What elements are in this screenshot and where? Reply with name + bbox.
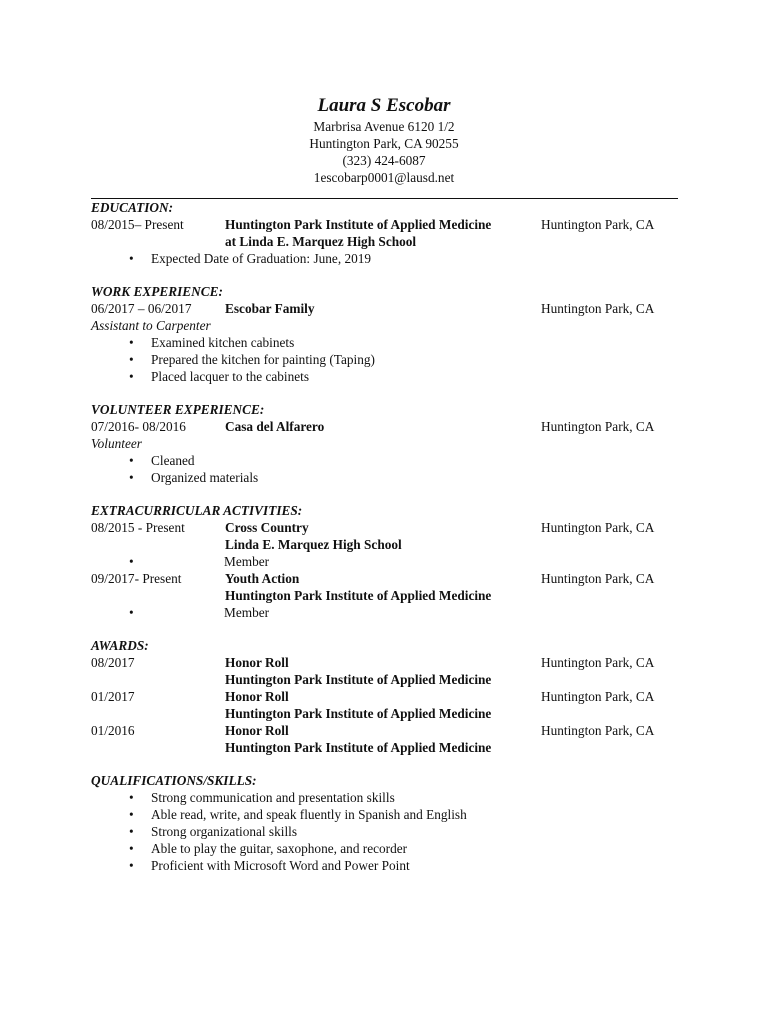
address-line-2: Huntington Park, CA 90255 [309, 136, 459, 151]
activity-org: Huntington Park Institute of Applied Medicine [225, 588, 492, 603]
education-entry-line2 [91, 233, 678, 250]
list-item [91, 840, 678, 857]
award-name: Honor Roll [225, 655, 289, 670]
award-location: Huntington Park, CA [541, 655, 655, 670]
work-entry [91, 300, 678, 317]
bullet-text: Member [224, 605, 270, 620]
volunteer-role: Volunteer [91, 436, 142, 451]
list-item [91, 452, 678, 469]
bullet-text: Strong organizational skills [151, 824, 298, 839]
phone-number: (323) 424-6087 [342, 153, 426, 168]
list-item [91, 368, 678, 385]
bullet-mark: • [129, 858, 134, 873]
activity-date: 08/2015 - Present [91, 520, 185, 535]
activity-name: Cross Country [225, 520, 309, 535]
awards-heading: AWARDS: [91, 638, 149, 653]
bullet-text: Examined kitchen cabinets [151, 335, 295, 350]
volunteer-location: Huntington Park, CA [541, 419, 655, 434]
bullet-text: Expected Date of Graduation: June, 2019 [151, 251, 372, 266]
education-entry [91, 216, 678, 233]
bullet-mark: • [129, 470, 134, 485]
list-item [91, 789, 678, 806]
list-item [91, 334, 678, 351]
work-role: Assistant to Carpenter [91, 318, 211, 333]
email-address: 1escobarp0001@lausd.net [313, 170, 455, 185]
bullet-text: Member [224, 554, 270, 569]
list-item [91, 553, 678, 570]
volunteer-entry [91, 418, 678, 435]
award-entry [91, 688, 678, 705]
education-location: Huntington Park, CA [541, 217, 655, 232]
activity-location: Huntington Park, CA [541, 520, 655, 535]
bullet-mark: • [129, 605, 134, 620]
bullet-text: Proficient with Microsoft Word and Power Point [151, 858, 410, 873]
activity-date: 09/2017- Present [91, 571, 182, 586]
award-location: Huntington Park, CA [541, 723, 655, 738]
candidate-name: Laura S Escobar [317, 95, 451, 116]
bullet-mark: • [129, 824, 134, 839]
award-org: Huntington Park Institute of Applied Medicine [225, 672, 492, 687]
work-date: 06/2017 – 06/2017 [91, 301, 192, 316]
activity-entry [91, 519, 678, 536]
bullet-mark: • [129, 352, 134, 367]
activity-entry-line2 [91, 587, 678, 604]
bullet-mark: • [129, 790, 134, 805]
activity-name: Youth Action [225, 571, 300, 586]
award-entry [91, 654, 678, 671]
bullet-text: Placed lacquer to the cabinets [151, 369, 310, 384]
bullet-text: Able read, write, and speak fluently in Spanish and English [151, 807, 467, 822]
bullet-mark: • [129, 369, 134, 384]
volunteer-experience-heading: VOLUNTEER EXPERIENCE: [91, 402, 265, 417]
award-entry-line2 [91, 671, 678, 688]
education-heading: EDUCATION: [91, 200, 174, 215]
resume-header [0, 94, 768, 186]
list-item [91, 857, 678, 874]
activity-location: Huntington Park, CA [541, 571, 655, 586]
bullet-text: Able to play the guitar, saxophone, and recorder [151, 841, 408, 856]
bullet-mark: • [129, 251, 134, 266]
award-name: Honor Roll [225, 723, 289, 738]
award-entry-line2 [91, 705, 678, 722]
list-item [91, 806, 678, 823]
education-school-line2: at Linda E. Marquez High School [225, 234, 417, 249]
skills-heading: QUALIFICATIONS/SKILLS: [91, 773, 257, 788]
volunteer-org: Casa del Alfarero [225, 419, 325, 434]
bullet-mark: • [129, 554, 134, 569]
education-date: 08/2015– Present [91, 217, 184, 232]
award-name: Honor Roll [225, 689, 289, 704]
bullet-text: Strong communication and presentation skills [151, 790, 395, 805]
list-item [91, 604, 678, 621]
bullet-text: Cleaned [151, 453, 195, 468]
list-item [91, 250, 678, 267]
award-entry-line2 [91, 739, 678, 756]
address-line-1: Marbrisa Avenue 6120 1/2 [313, 119, 455, 134]
bullet-text: Prepared the kitchen for painting (Taping) [151, 352, 375, 367]
bullet-mark: • [129, 807, 134, 822]
activity-entry [91, 570, 678, 587]
award-location: Huntington Park, CA [541, 689, 655, 704]
resume-body [91, 199, 678, 874]
award-date: 01/2016 [91, 723, 135, 738]
bullet-mark: • [129, 453, 134, 468]
bullet-mark: • [129, 335, 134, 350]
work-org: Escobar Family [225, 301, 315, 316]
award-date: 01/2017 [91, 689, 135, 704]
extracurricular-heading: EXTRACURRICULAR ACTIVITIES: [91, 503, 303, 518]
award-date: 08/2017 [91, 655, 135, 670]
award-entry [91, 722, 678, 739]
work-location: Huntington Park, CA [541, 301, 655, 316]
activity-entry-line2 [91, 536, 678, 553]
volunteer-date: 07/2016- 08/2016 [91, 419, 186, 434]
activity-org: Linda E. Marquez High School [225, 537, 402, 552]
list-item [91, 469, 678, 486]
award-org: Huntington Park Institute of Applied Medicine [225, 740, 492, 755]
work-experience-heading: WORK EXPERIENCE: [91, 284, 223, 299]
list-item [91, 823, 678, 840]
list-item [91, 351, 678, 368]
education-school: Huntington Park Institute of Applied Medicine [225, 217, 492, 232]
award-org: Huntington Park Institute of Applied Medicine [225, 706, 492, 721]
bullet-text: Organized materials [151, 470, 259, 485]
bullet-mark: • [129, 841, 134, 856]
